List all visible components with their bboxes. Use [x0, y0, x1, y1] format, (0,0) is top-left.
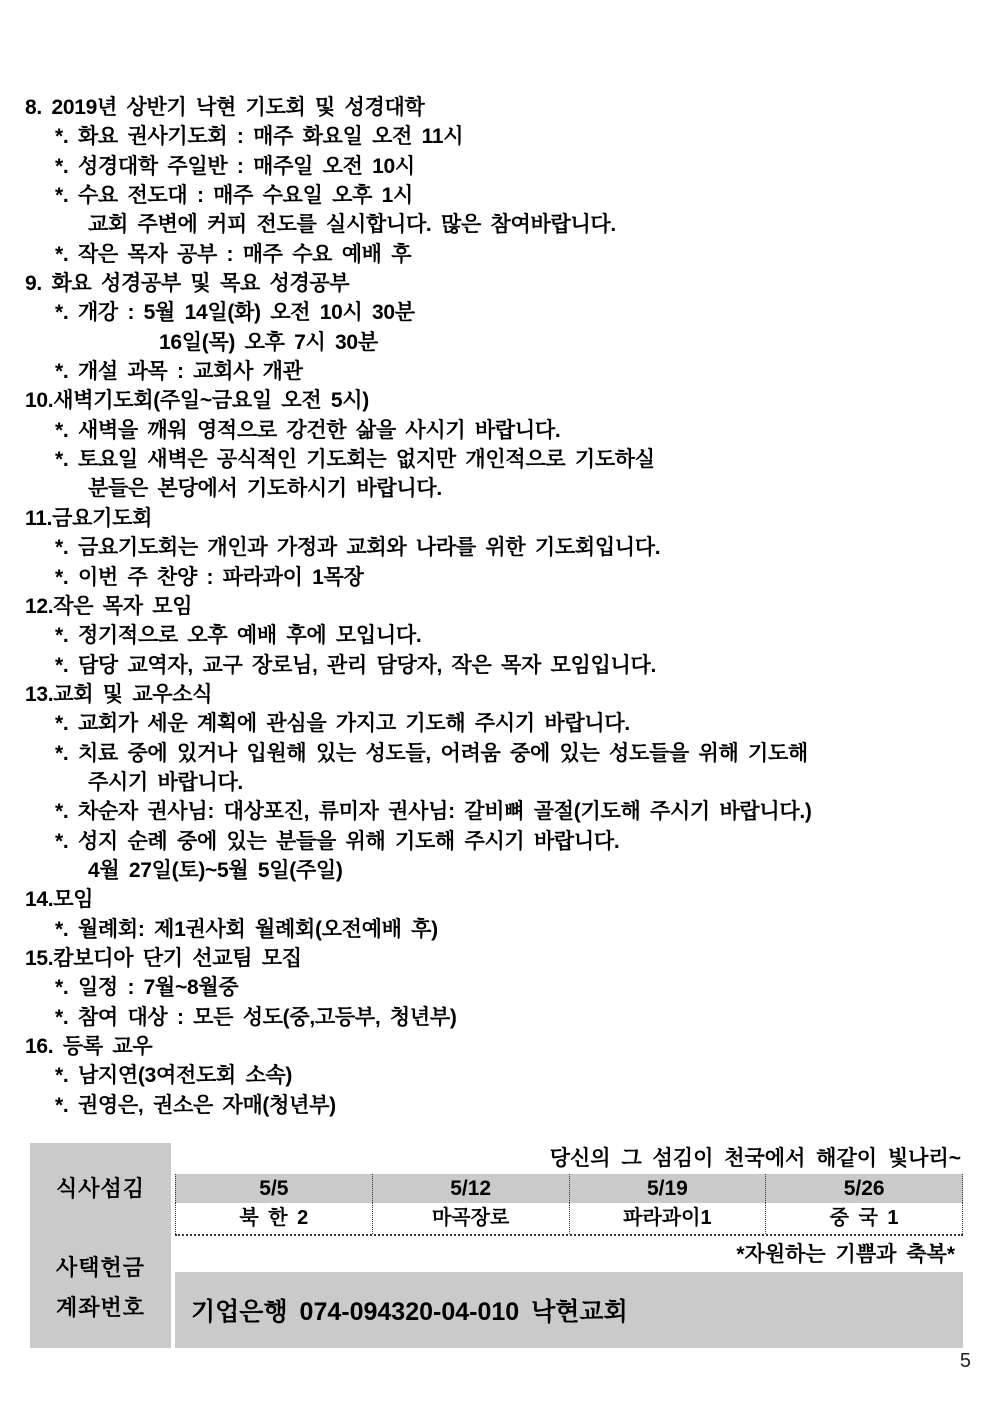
meal-team-cell: 중 국 1 — [765, 1203, 963, 1234]
meal-date-cell: 5/5 — [175, 1174, 372, 1203]
account-number-label: 계좌번호 — [55, 1295, 145, 1320]
meal-team-cell: 마곡장로 — [372, 1203, 569, 1234]
announcement-line: *. 금요기도회는 개인과 가정과 교회와 나라를 위한 기도회입니다. — [55, 536, 661, 560]
announcement-line: *. 이번 주 찬양 : 파라과이 1목장 — [55, 565, 364, 589]
announcement-line: *. 개설 과목 : 교회사 개관 — [55, 360, 303, 384]
announcement-line: 주시기 바랍니다. — [88, 770, 243, 794]
announcement-line: *. 개강 : 5월 14일(화) 오전 10시 30분 — [55, 301, 415, 325]
announcement-line: *. 성지 순례 중에 있는 분들을 위해 기도해 주시기 바랍니다. — [55, 829, 620, 853]
announcement-line: 4월 27일(토)~5월 5일(주일) — [88, 858, 343, 882]
announcement-line: 10.새벽기도회(주일~금요일 오전 5시) — [25, 389, 369, 413]
announcement-line: *. 치료 중에 있거나 입원해 있는 성도들, 어려움 중에 있는 성도들을 위해 기도해 — [55, 741, 808, 765]
announcement-line: 분들은 본당에서 기도하시기 바랍니다. — [88, 477, 442, 501]
announcement-line: 14.모임 — [25, 888, 94, 912]
page-number: 5 — [959, 1350, 971, 1372]
announcement-line: *. 화요 권사기도회 : 매주 화요일 오전 11시 — [55, 125, 464, 149]
meal-date-cell: 5/12 — [372, 1174, 569, 1203]
announcement-line: 9. 화요 성경공부 및 목요 성경공부 — [25, 272, 350, 296]
announcement-line: *. 월례회: 제1권사회 월례회(오전예배 후) — [55, 917, 438, 941]
housing-offering-label: 사택헌금 — [55, 1255, 145, 1280]
meal-table-content — [175, 1143, 963, 1348]
announcement-line: *. 새벽을 깨워 영적으로 강건한 삶을 사시기 바랍니다. — [55, 418, 561, 442]
announcement-list — [0, 93, 992, 1120]
meal-team-row — [175, 1203, 963, 1236]
volunteer-blessing-note: *자원하는 기쁨과 축복* — [736, 1243, 955, 1266]
account-info: 기업은행 074-094320-04-010 낙현교회 — [175, 1272, 963, 1348]
announcement-line: 15.캄보디아 단기 선교팀 모집 — [25, 946, 302, 970]
announcement-line: *. 성경대학 주일반 : 매주일 오전 10시 — [55, 154, 415, 178]
meal-table — [30, 1143, 963, 1348]
announcement-line: *. 교회가 세운 계획에 관심을 가지고 기도해 주시기 바랍니다. — [55, 712, 630, 736]
announcement-line: *. 수요 전도대 : 매주 수요일 오후 1시 — [55, 184, 414, 208]
meal-team-cell: 북 한 2 — [175, 1203, 372, 1234]
announcement-line: 16일(목) 오후 7시 30분 — [159, 330, 378, 354]
announcement-line: *. 남지연(3여전도회 소속) — [55, 1064, 293, 1088]
announcement-line: *. 참여 대상 : 모든 성도(중,고등부, 청년부) — [55, 1005, 457, 1029]
announcement-line: 11.금요기도회 — [25, 506, 153, 530]
meal-team-cell: 파라과이1 — [569, 1203, 766, 1234]
announcement-line: *. 작은 목자 공부 : 매주 수요 예배 후 — [55, 242, 412, 266]
meal-table-left-column — [30, 1143, 171, 1348]
announcement-line: 13.교회 및 교우소식 — [25, 682, 213, 706]
announcement-line: 16. 등록 교우 — [25, 1035, 153, 1058]
announcement-line: *. 토요일 새벽은 공식적인 기도회는 없지만 개인적으로 기도하실 — [55, 448, 655, 472]
meal-date-row — [175, 1174, 963, 1203]
announcement-line: 교회 주변에 커피 전도를 실시합니다. 많은 참여바랍니다. — [88, 213, 616, 237]
meal-date-cell: 5/19 — [569, 1174, 766, 1203]
announcement-line: *. 일정 : 7월~8월중 — [55, 976, 239, 1000]
meal-date-cell: 5/26 — [765, 1174, 963, 1203]
announcement-line: *. 담당 교역자, 교구 장로님, 관리 담당자, 작은 목자 모임입니다. — [55, 653, 657, 677]
announcement-line: *. 정기적으로 오후 예배 후에 모입니다. — [55, 624, 422, 648]
announcement-line: 8. 2019년 상반기 낙현 기도회 및 성경대학 — [25, 96, 425, 119]
announcement-line: *. 차순자 권사님: 대상포진, 류미자 권사님: 갈비뼈 골절(기도해 주시기 바랍니다.) — [55, 800, 812, 824]
announcement-line: *. 권영은, 권소은 자매(청년부) — [55, 1093, 336, 1117]
meal-service-label: 식사섬김 — [55, 1176, 145, 1201]
service-blessing-header: 당신의 그 섬김이 천국에서 해같이 빛나리~ — [549, 1147, 961, 1170]
announcement-line: 12.작은 목자 모임 — [25, 594, 193, 618]
